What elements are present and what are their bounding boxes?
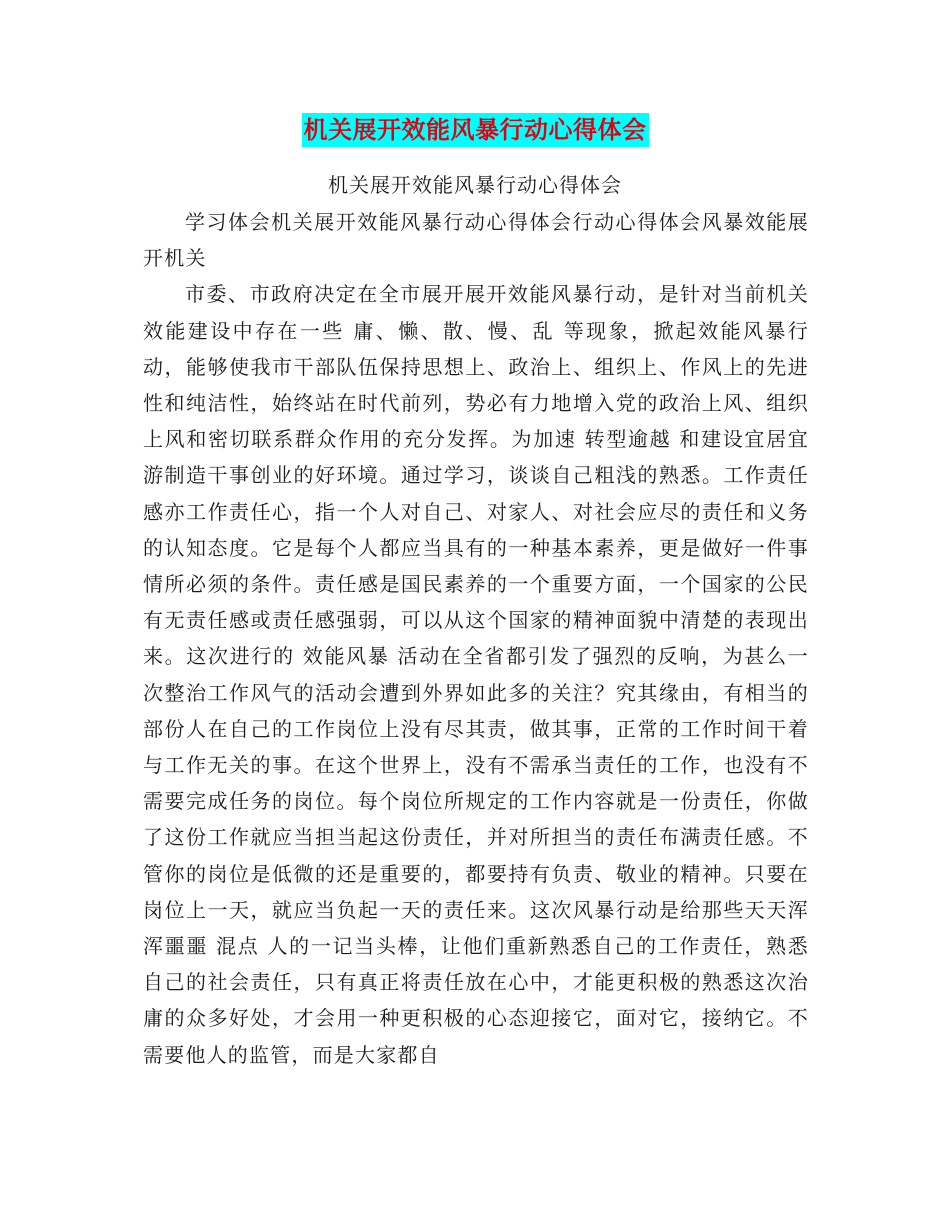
document-body (143, 204, 809, 1073)
body-paragraph: 市委、市政府决定在全市展开展开效能风暴行动，是针对当前机关效能建设中存在一些 庸、懒、散、慢、乱 等现象，掀起效能风暴行动，能够使我市干部队伍保持思想上、政治上、组织上、作风上的先进性和纯洁性，始终站在时代前列，势必有力地增入党的政治上风、组织上风和密切联系群众作用的充分发挥。为加速 转型逾越 和建设宜居宜游制造干事创业的好环境。通过学习，谈谈自己粗浅的熟悉。工作责任感亦工作责任心，指一个人对自己、对家人、对社会应尽的责任和义务的认知态度。它是每个人都应当具有的一种基本素养，更是做好一件事情所必须的条件。责任感是国民素养的一个重要方面，一个国家的公民有无责任感或责任感强弱，可以从这个国家的精神面貌中清楚的表现出来。这次进行的 效能风暴 活动在全省都引发了强烈的反响，为甚么一次整治工作风气的活动会遭到外界如此多的关注？究其缘由，有相当的部份人在自己的工作岗位上没有尽其责，做其事，正常的工作时间干着与工作无关的事。在这个世界上，没有不需承当责任的工作，也没有不需要完成任务的岗位。每个岗位所规定的工作内容就是一份责任，你做了这份工作就应当担当起这份责任，并对所担当的责任布满责任感。不管你的岗位是低微的还是重要的，都要持有负责、敬业的精神。只要在岗位上一天，就应当负起一天的责任来。这次风暴行动是给那些天天浑浑噩噩 混点 人的一记当头棒，让他们重新熟悉自己的工作责任，熟悉自己的社会责任，只有真正将责任放在心中，才能更积极的熟悉这次治庸的众多好处，才会用一种更积极的心态迎接它，面对它，接纳它。不需要他人的监管，而是大家都自 (143, 282, 809, 1067)
document-title (0, 108, 950, 147)
keywords-paragraph: 学习体会机关展开效能风暴行动心得体会行动心得体会风暴效能展开机关 (143, 210, 809, 271)
document-title-text: 机关展开效能风暴行动心得体会 (302, 113, 649, 147)
document-subtitle: 机关展开效能风暴行动心得体会 (328, 173, 622, 197)
